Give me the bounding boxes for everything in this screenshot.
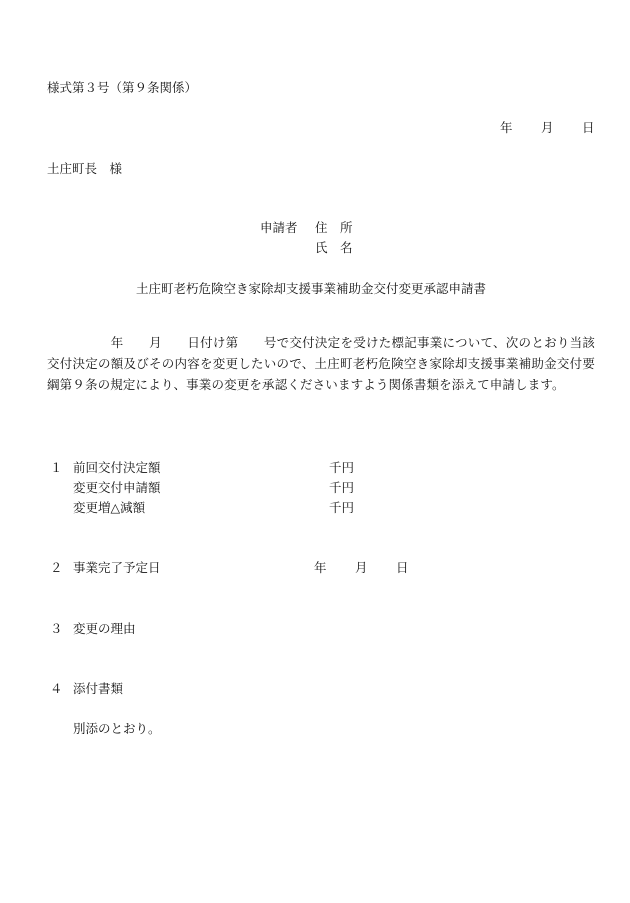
applicant-role: 申請者 xyxy=(260,220,298,235)
date-year-label: 年 xyxy=(500,120,513,135)
item-2-month-label: 月 xyxy=(355,560,368,575)
applicant-address-label: 住 所 xyxy=(315,220,353,235)
item-1-row-3-label: 変更増△減額 xyxy=(73,500,146,515)
item-1-number: １ xyxy=(50,460,63,475)
item-2-year-label: 年 xyxy=(314,560,327,575)
form-number: 様式第３号（第９条関係） xyxy=(47,80,198,95)
body-paragraph: 年 月 日付け第 号で交付決定を受けた標記事業について、次のとおり当該交付決定の額及びその内容を変更したいので、土庄町老朽危険空き家除却支援事業補助金交付要綱第９条の規定により、事業の変更を承認くださいますよう関係書類を添えて申請します。 xyxy=(47,334,595,392)
item-2-day-label: 日 xyxy=(396,560,409,575)
date-day-label: 日 xyxy=(582,120,595,135)
document-title: 土庄町老朽危険空き家除却支援事業補助金交付変更承認申請書 xyxy=(136,281,487,296)
item-4-label: 添付書類 xyxy=(73,681,124,696)
item-3-number: ３ xyxy=(50,621,63,636)
item-4-content: 別添のとおり。 xyxy=(73,721,161,736)
addressee: 土庄町長 様 xyxy=(47,161,123,176)
date-month-label: 月 xyxy=(541,120,554,135)
item-1-row-1-unit: 千円 xyxy=(329,460,355,475)
item-4-number: ４ xyxy=(50,681,63,696)
item-2-number: ２ xyxy=(50,560,63,575)
item-1-row-1-label: 前回交付決定額 xyxy=(73,460,161,475)
item-2-label: 事業完了予定日 xyxy=(73,560,161,575)
item-1-row-2-label: 変更交付申請額 xyxy=(73,480,161,495)
item-1-row-3-unit: 千円 xyxy=(329,500,355,515)
applicant-name-label: 氏 名 xyxy=(315,240,353,255)
item-3-label: 変更の理由 xyxy=(73,621,136,636)
item-1-row-2-unit: 千円 xyxy=(329,480,355,495)
